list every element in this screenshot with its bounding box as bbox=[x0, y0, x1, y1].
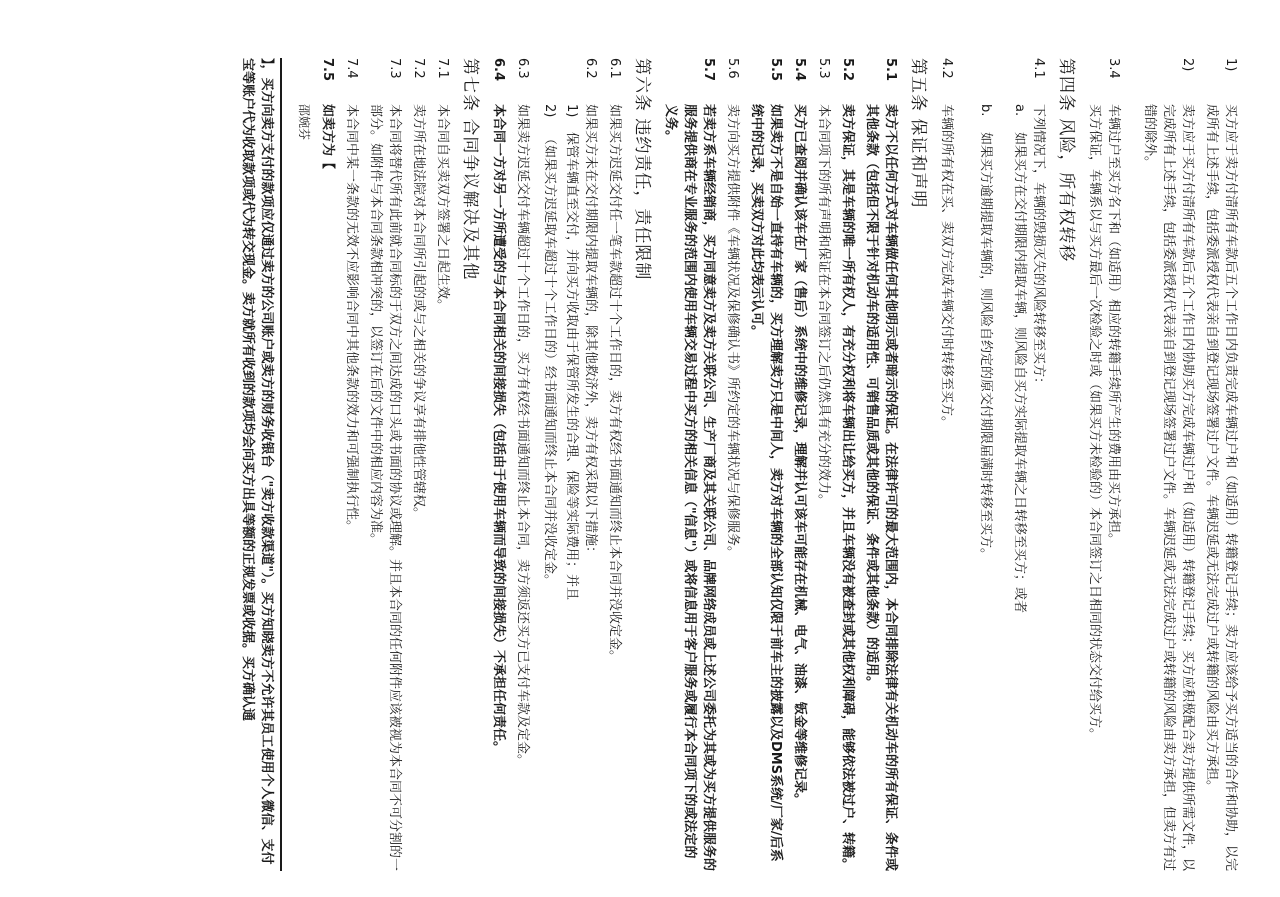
clause-5-1 bbox=[862, 58, 900, 871]
clause-text: 本合同将替代所有此前就合同标的于双方之间达成的口头或书面的协议或理解。并且本合同的任何附件应该被视为本合同不可分割的一部分。如附件与本合同条款相冲突的，以签订在后的文件中的相应内容为准。 bbox=[368, 104, 402, 872]
sub-clause-b bbox=[976, 104, 995, 871]
clause-3-3-2 bbox=[1140, 58, 1197, 871]
clause-7-4 bbox=[342, 58, 361, 871]
clause-number: 5.3 bbox=[816, 58, 831, 79]
clause-text: 如果卖方不是自始一直持有车辆的，买方理解卖方只是中间人，卖方对车辆的全部认知仅限于前车主的披露以及DMS系统/厂家/后系统中的记录，买卖双方对此均表示认可。 bbox=[749, 104, 783, 862]
sub-clause-number: 2) bbox=[542, 104, 557, 118]
clause-text: 车辆的所有权在买、卖双方完成车辆交付时转移至买方。 bbox=[939, 104, 954, 430]
clause-number: 4.2 bbox=[939, 58, 954, 79]
clause-7-5 bbox=[318, 58, 337, 871]
sub-clause-number: a. bbox=[1012, 104, 1027, 117]
clause-6-4 bbox=[489, 58, 508, 871]
clause-6-1 bbox=[605, 58, 624, 871]
clause-text: 如果买方未在交付期限内提取车辆的，除其他救济外，卖方有权采取以下措施： bbox=[583, 104, 598, 560]
clause-text: 本合同项下的所有声明和保证在本合同签订之后仍然具有充分的效力。 bbox=[816, 104, 831, 508]
clause-number: 4.1 bbox=[1031, 58, 1046, 79]
sub-clause-text: （如果买方迟延取车超过十个工作日的）经书面通知而终止本合同并没收定金。 bbox=[542, 132, 557, 588]
clause-number: 6.2 bbox=[583, 58, 598, 79]
clause-text: 本合同中某一条款的无效不应影响合同中其他条款的效力和可强制执行性。 bbox=[344, 104, 359, 534]
clause-text: 买方保证，车辆系以与买方最后一次检验之时或（如果买方未检验的）本合同签订之日相同的状态交付给买方。 bbox=[1087, 104, 1102, 742]
sub-clause-text: 保管车辆直至交付，并向买方收取由于保管所发生的合理、保险等实际费用；并且 bbox=[564, 132, 579, 601]
sub-clause-a bbox=[1010, 104, 1029, 871]
clause-3-3-1 bbox=[1202, 58, 1240, 871]
sub-clause-text: 如果买方在交付期限内提取车辆，则风险自买方实际提取车辆之日转移至买方；或者 bbox=[1012, 132, 1027, 614]
clause-7-1 bbox=[433, 58, 452, 871]
clause-text: 买方应于卖方付清所有车款后五个工作日内负责完成车辆过户和（如适用）转籍登记手续；卖方应该给予买方适当的合作和协助，以完成所有上述手续，包括委派授权代表亲自到登记现场签署过户文件。车辆迟延或无法完成过户或转籍的风险由买方承担。 bbox=[1204, 104, 1238, 872]
clause-number: 7.2 bbox=[411, 58, 426, 79]
sub-clause-1 bbox=[562, 104, 581, 871]
clause-number: 5.6 bbox=[725, 58, 740, 79]
clause-text: 如果卖方迟延交付车辆超过十个工作日的，买方有权经书面通知而终止本合同，卖方须返还买方已支付车款及定金。 bbox=[515, 104, 530, 768]
clause-number: 1) bbox=[1223, 58, 1238, 72]
section-4-heading: 第四条 风险，所有权转移 bbox=[1056, 58, 1076, 263]
section-5-heading: 第五条 保证和声明 bbox=[908, 58, 928, 209]
clause-number: 5.5 bbox=[768, 58, 783, 82]
clause-5-6 bbox=[723, 58, 742, 871]
clause-text: 卖方所在地法院对本合同所引起的或与之相关的争议享有排他性管辖权。 bbox=[411, 104, 426, 521]
clause-text: 如卖方为【 bbox=[320, 104, 335, 170]
clause-number: 5.7 bbox=[701, 58, 716, 82]
clause-text: 卖方保证，其是车辆的唯一所有权人，有充分权利将车辆出让给买方，并且车辆没有被查封或其他权利障碍，能够依法被过户、转籍。 bbox=[840, 104, 855, 872]
sub-clause-text: 如果买方逾期提取车辆的，则风险自约定的原交付期限届满时转移至买方。 bbox=[978, 132, 993, 562]
sub-clause-number: 1) bbox=[564, 104, 579, 118]
handwritten-name: 邵婉芬 bbox=[297, 104, 311, 141]
clause-5-3 bbox=[814, 58, 833, 871]
clause-number: 2) bbox=[1180, 58, 1195, 72]
clause-5-5 bbox=[747, 58, 785, 871]
clause-number: 7.1 bbox=[435, 58, 450, 79]
clause-text: 下列情况下，车辆的毁损灭失的风险转移至买方： bbox=[1031, 104, 1046, 391]
clause-number: 3.4 bbox=[1106, 58, 1121, 79]
clause-number: 5.4 bbox=[792, 58, 807, 82]
clause-number: 7.3 bbox=[387, 58, 402, 79]
clause-5-4 bbox=[790, 58, 809, 871]
clause-number: 7.4 bbox=[344, 58, 359, 79]
sub-clause-number: b. bbox=[978, 104, 993, 117]
clause-text: 本合同一方对另一方所遭受的与本合同相关的间接损失（包括由于使用车辆而导致的间接损失）不承担任何责任。 bbox=[491, 104, 506, 755]
section-6-heading: 第六条 违约责任，责任限制 bbox=[632, 58, 652, 281]
clause-text: 若卖方系车辆经销商，买方同意卖方及卖方关联公司、生产厂商及其关联公司、品牌网络成员或上述公司委托为其或为买方提供服务的服务提供商在专业服务的范围内使用车辆交易过程中买方的相关信息（"信息"）或将信息用于客户服务或履行本合同项下的或法定的义务。 bbox=[663, 104, 716, 872]
clause-5-7 bbox=[661, 58, 718, 871]
clause-6-3 bbox=[513, 58, 532, 871]
clause-text: 卖方不以任何方式对车辆做任何其他明示或者暗示的保证。在法律许可的最大范围内，本合同排除法律有关机动车的所有保证、条件或其他条款（包括但不限于针对机动车的适用性、可销售品质或其他的保证、条件或其他条款）的适用。 bbox=[864, 104, 898, 872]
clause-4-2 bbox=[937, 58, 956, 871]
clause-5-2 bbox=[838, 58, 857, 871]
clause-7-2 bbox=[409, 58, 428, 871]
clause-7-5-continuation: 】，买方向卖方支付的款项应仅通过卖方的公司账户或卖方的财务收银台（"卖方收款渠道"）。买方知晓卖方不允许其员工使用个人微信、支付宝等账户代为收取款项或代为转交现金。卖方就所有收到的款项均会向买方出具等额的正规发票或收据。买方确认通 bbox=[238, 58, 282, 871]
clause-number: 6.4 bbox=[491, 58, 506, 82]
clause-text: 本合同自买卖双方签署之日起生效。 bbox=[435, 104, 450, 313]
clause-text: 如果买方迟延交付任一笔车款超过十个工作日的，卖方有权经书面通知而终止本合同并没收定金。 bbox=[607, 104, 622, 664]
clause-number: 7.5 bbox=[320, 58, 335, 82]
clause-number: 6.1 bbox=[607, 58, 622, 79]
clause-text: 买方已查阅并确认该车在厂家（售后）系统中的维修记录，理解并认可该车可能存在机械、电气、油漆、钣金等维修记录。 bbox=[792, 104, 807, 807]
clause-6-2 bbox=[537, 58, 600, 871]
sub-clause-2 bbox=[540, 104, 559, 871]
section-7-heading: 第七条 合同争议解决及其他 bbox=[460, 58, 480, 281]
clause-3-4 bbox=[1085, 58, 1123, 871]
clause-text: 车辆过户至买方名下和（如适用）相应的转籍手续所产生的费用由买方承担。 bbox=[1106, 104, 1121, 547]
clause-number: 5.2 bbox=[840, 58, 855, 82]
clause-text: 卖方向买方提供附件《车辆状况及保修确认书》所约定的车辆状况与保修服务。 bbox=[725, 104, 740, 560]
clause-7-3 bbox=[366, 58, 404, 871]
clause-number: 6.3 bbox=[515, 58, 530, 79]
clause-number: 5.1 bbox=[883, 58, 898, 82]
clause-4-1 bbox=[973, 58, 1048, 871]
clause-text: 卖方应于买方付清所有车款后五个工作日内协助买方完成车辆过户和（如适用）转籍登记手续；买方应积极配合卖方提供所需文件，以完成所有上述手续，包括委派授权代表亲自到登记现场签署过户文件。车辆迟延或无法完成过户或转籍的风险由卖方承担，但卖方有过错的除外。 bbox=[1142, 104, 1195, 872]
